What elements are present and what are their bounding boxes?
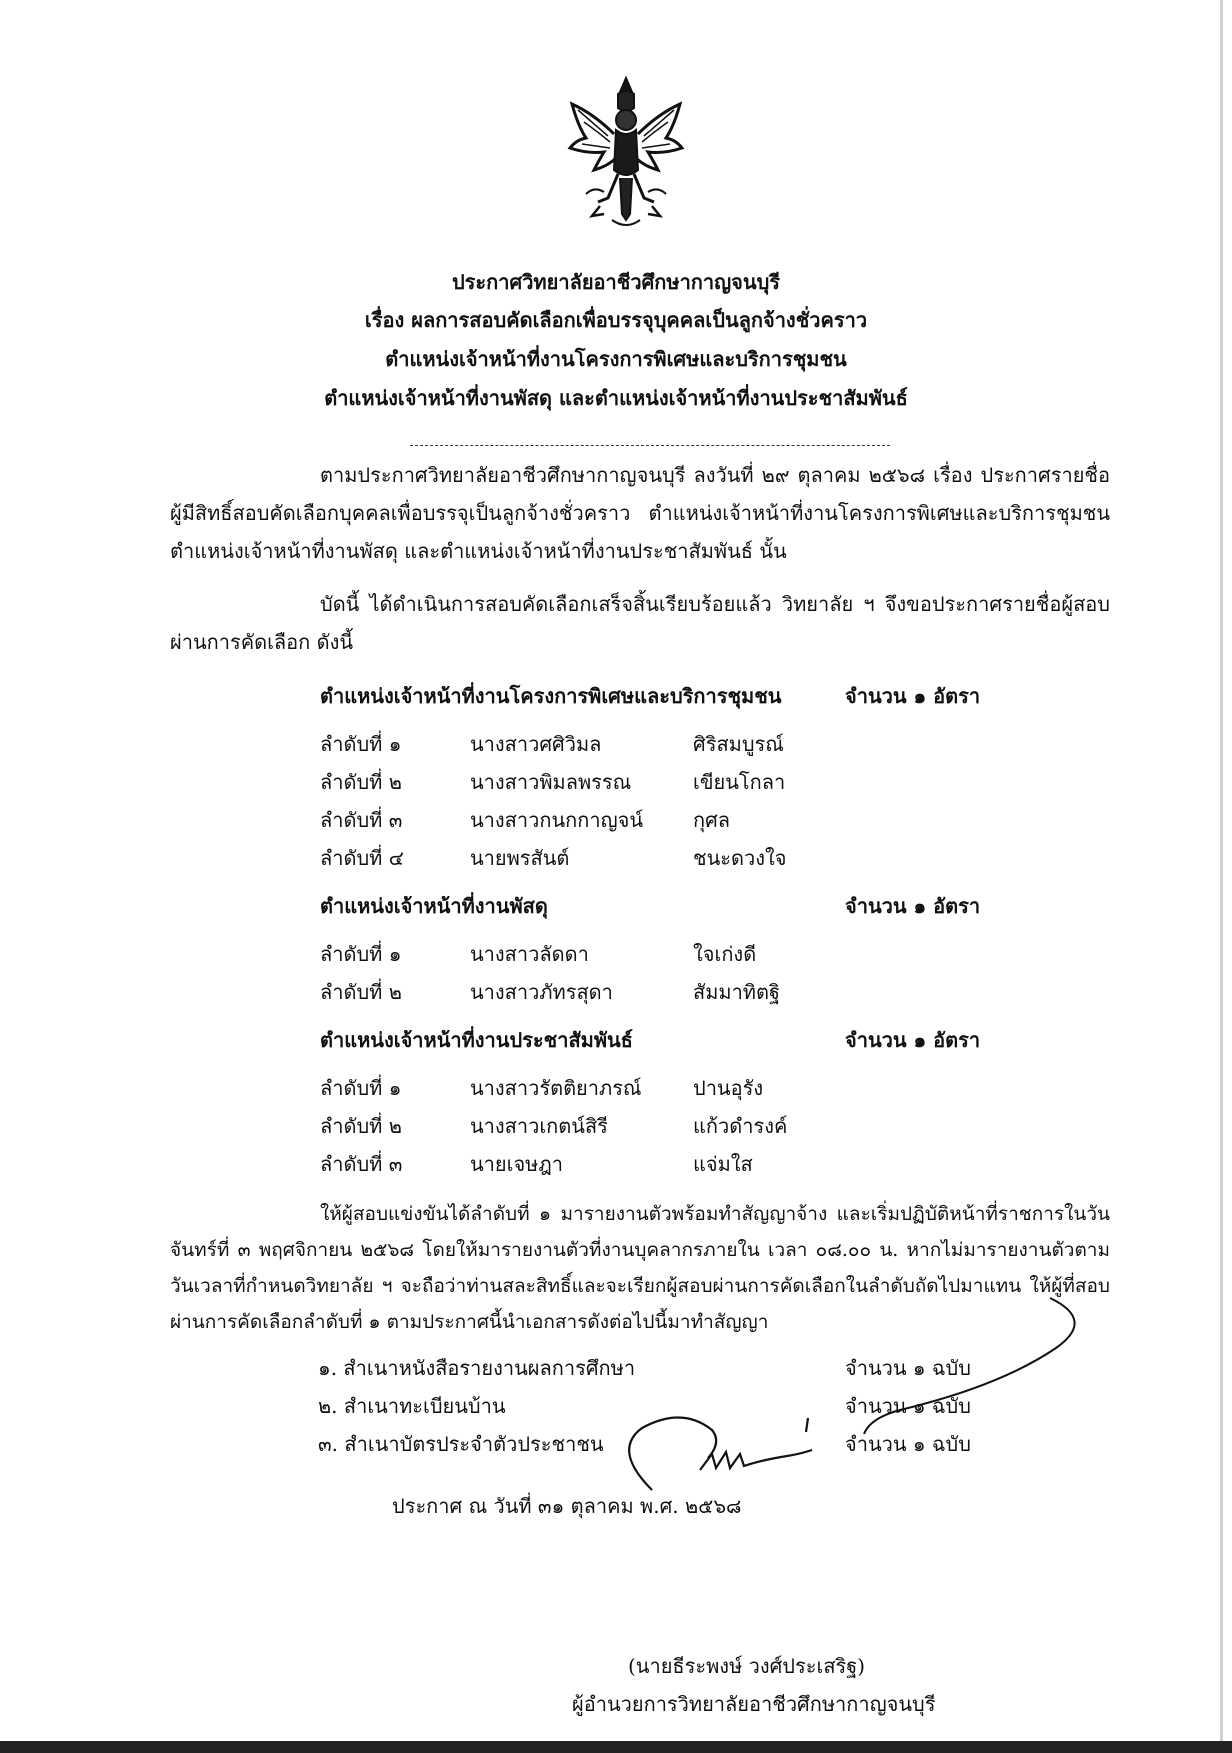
entry-first-name: นางสาวพิมลพรรณ	[470, 770, 632, 794]
entry-first-name: นางสาวลัดดา	[470, 942, 589, 966]
document-count: จำนวน ๑ ฉบับ	[845, 1356, 971, 1380]
intro-paragraph-2-text: บัดนี้ ได้ดำเนินการสอบคัดเลือกเสร็จสิ้นเรียบร้อยแล้ว วิทยาลัย ฯ จึงขอประกาศรายชื่อผู้สอบผ่านการคัดเลือก ดังนี้	[170, 592, 1110, 654]
entry-rank: ลำดับที่ ๑	[320, 732, 402, 756]
title-line-2: เรื่อง ผลการสอบคัดเลือกเพื่อบรรจุบุคคลเป็นลูกจ้างชั่วคราว	[364, 308, 868, 332]
section-title: ตำแหน่งเจ้าหน้าที่งานโครงการพิเศษและบริการชุมชน	[320, 684, 782, 708]
title-divider	[410, 445, 890, 446]
entry-first-name: นายพรสันต์	[470, 846, 570, 870]
entry-first-name: นางสาวรัตติยาภรณ์	[470, 1076, 642, 1100]
signature-flourish-icon	[860, 1290, 1090, 1440]
garuda-emblem-icon	[564, 74, 688, 232]
entry-rank: ลำดับที่ ๔	[320, 846, 404, 870]
entry-rank: ลำดับที่ ๒	[320, 980, 402, 1004]
title-line-1: ประกาศวิทยาลัยอาชีวศึกษากาญจนบุรี	[451, 270, 781, 294]
intro-paragraph-1	[170, 456, 1110, 570]
instructions-paragraph-text: ให้ผู้สอบแข่งขันได้ลำดับที่ ๑ มารายงานตัวพร้อมทำสัญญาจ้าง และเริ่มปฏิบัติหน้าที่ราชการในวันจันทร์ที่ ๓ พฤศจิกายน ๒๕๖๘ โดยให้มารายงานตัวที่งานบุคลากรภายใน เวลา ๐๘.๐๐ น. หากไม่มารายงานตัวตามวันเวลาที่กำหนดวิทยาลัย ฯ จะถือว่าท่านสละสิทธิ์และจะเรียกผู้สอบผ่านการคัดเลือกในลำดับถัดไปมาแทน ให้ผู้ที่สอบผ่านการคัดเลือกลำดับที่ ๑ ตามประกาศนี้นำเอกสารดังต่อไปนี้มาทำสัญญา	[170, 1203, 1110, 1333]
entry-first-name: นางสาวเกตน์สิรี	[470, 1114, 608, 1138]
section-title: ตำแหน่งเจ้าหน้าที่งานประชาสัมพันธ์	[320, 1028, 633, 1052]
entry-rank: ลำดับที่ ๓	[320, 808, 403, 832]
entry-last-name: แก้วดำรงค์	[693, 1114, 788, 1138]
entry-rank: ลำดับที่ ๒	[320, 770, 402, 794]
announcement-date: ประกาศ ณ วันที่ ๓๑ ตุลาคม พ.ศ. ๒๕๖๘	[392, 1494, 742, 1518]
signer-name: (นายธีระพงษ์ วงศ์ประเสริฐ)	[628, 1654, 866, 1678]
signer-title: ผู้อำนวยการวิทยาลัยอาชีวศึกษากาญจนบุรี	[572, 1692, 936, 1716]
entry-last-name: กุศล	[693, 808, 731, 832]
entry-rank: ลำดับที่ ๒	[320, 1114, 402, 1138]
entry-rank: ลำดับที่ ๓	[320, 1152, 403, 1176]
entry-first-name: นายเจษฎา	[470, 1152, 564, 1176]
entry-last-name: แจ่มใส	[693, 1152, 753, 1176]
entry-last-name: ชนะดวงใจ	[693, 846, 787, 870]
document-count: จำนวน ๑ ฉบับ	[845, 1394, 971, 1418]
entry-first-name: นางสาวกนกกาญจน์	[470, 808, 643, 832]
entry-last-name: สัมมาทิตฐิ	[693, 980, 781, 1004]
intro-paragraph-2	[170, 585, 1110, 661]
section-count: จำนวน ๑ อัตรา	[845, 894, 981, 918]
title-line-4: ตำแหน่งเจ้าหน้าที่งานพัสดุ และตำแหน่งเจ้าหน้าที่งานประชาสัมพันธ์	[324, 386, 908, 410]
document-item: ๒. สำเนาทะเบียนบ้าน	[318, 1394, 506, 1418]
entry-last-name: ปานอุรัง	[693, 1076, 764, 1100]
entry-last-name: ศิริสมบูรณ์	[693, 732, 784, 756]
section-count: จำนวน ๑ อัตรา	[845, 1028, 981, 1052]
scan-bottom-border	[0, 1741, 1232, 1753]
entry-first-name: นางสาวศศิวิมล	[470, 732, 602, 756]
section-count: จำนวน ๑ อัตรา	[845, 684, 981, 708]
handwritten-signature-icon	[612, 1410, 822, 1495]
intro-paragraph-1-text: ตามประกาศวิทยาลัยอาชีวศึกษากาญจนบุรี ลงวันที่ ๒๙ ตุลาคม ๒๕๖๘ เรื่อง ประกาศรายชื่อผู้มีสิทธิ์สอบคัดเลือกบุคคลเพื่อบรรจุเป็นลูกจ้างชั่วคราว ตำแหน่งเจ้าหน้าที่งานโครงการพิเศษและบริการชุมชน ตำแหน่งเจ้าหน้าที่งานพัสดุ และตำแหน่งเจ้าหน้าที่งานประชาสัมพันธ์ นั้น	[170, 463, 1110, 563]
entry-last-name: ใจเก่งดี	[693, 942, 757, 966]
document-item: ๓. สำเนาบัตรประจำตัวประชาชน	[318, 1432, 604, 1456]
page-edge-shadow	[1220, 0, 1223, 1753]
document-count: จำนวน ๑ ฉบับ	[845, 1432, 971, 1456]
document-item: ๑. สำเนาหนังสือรายงานผลการศึกษา	[318, 1356, 636, 1380]
entry-rank: ลำดับที่ ๑	[320, 1076, 402, 1100]
section-title: ตำแหน่งเจ้าหน้าที่งานพัสดุ	[320, 894, 548, 918]
entry-first-name: นางสาวภัทรสุดา	[470, 980, 613, 1004]
title-line-3: ตำแหน่งเจ้าหน้าที่งานโครงการพิเศษและบริการชุมชน	[385, 347, 847, 371]
entry-last-name: เขียนโกลา	[693, 770, 786, 794]
entry-rank: ลำดับที่ ๑	[320, 942, 402, 966]
